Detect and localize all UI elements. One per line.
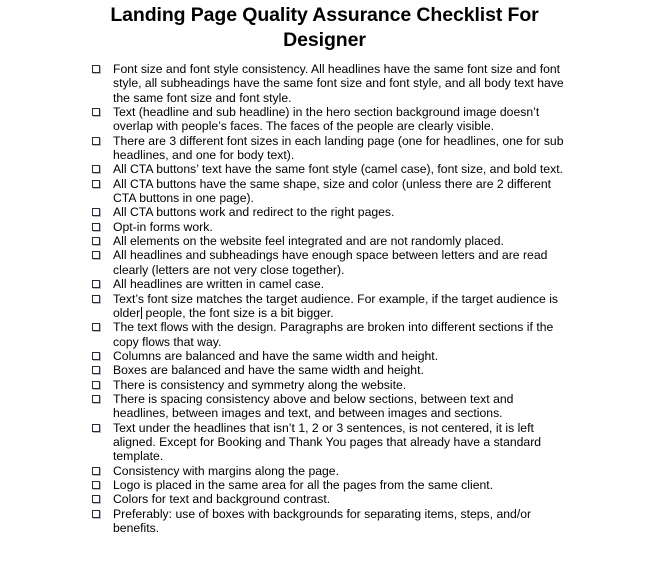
page-title-line-2: Designer bbox=[283, 29, 366, 51]
checklist-item-label: All CTA buttons have the same shape, size and color (unless there are 2 different CTA buttons in one page). bbox=[113, 176, 551, 206]
checklist-item-label: There are 3 different font sizes in each landing page (one for headlines, one for sub headlines, and one for body text). bbox=[113, 133, 564, 163]
checklist-item[interactable] bbox=[0, 464, 649, 478]
empty-checkbox-bullet-icon[interactable] bbox=[92, 467, 100, 475]
checklist-item[interactable] bbox=[0, 234, 649, 248]
checklist-item-label: All CTA buttons work and redirect to the right pages. bbox=[113, 205, 395, 220]
checklist-item[interactable] bbox=[0, 507, 649, 536]
checklist-item[interactable] bbox=[0, 363, 649, 377]
checklist-item-label: Consistency with margins along the page. bbox=[113, 463, 339, 478]
checklist-item-label: Text (headline and sub headline) in the hero section background image doesn’t overlap with people’s faces. The faces of the people are clearly visible. bbox=[113, 105, 540, 134]
empty-checkbox-bullet-icon[interactable] bbox=[92, 366, 100, 374]
empty-checkbox-bullet-icon[interactable] bbox=[92, 510, 100, 518]
checklist-item-label: Boxes are balanced and have the same width and height. bbox=[113, 363, 424, 378]
empty-checkbox-bullet-icon[interactable] bbox=[92, 208, 100, 216]
empty-checkbox-bullet-icon[interactable] bbox=[92, 165, 100, 173]
empty-checkbox-bullet-icon[interactable] bbox=[92, 424, 100, 432]
checklist-item[interactable] bbox=[0, 177, 649, 206]
page-title-line-1: Landing Page Quality Assurance Checklist For bbox=[110, 4, 539, 26]
checklist-item-label: All elements on the website feel integrated and are not randomly placed. bbox=[113, 234, 504, 249]
empty-checkbox-bullet-icon[interactable] bbox=[92, 180, 100, 188]
checklist-item-label: Opt-in forms work. bbox=[113, 219, 213, 234]
checklist-item[interactable] bbox=[0, 349, 649, 363]
checklist-item[interactable] bbox=[0, 62, 649, 105]
checklist-item[interactable] bbox=[0, 248, 649, 277]
empty-checkbox-bullet-icon[interactable] bbox=[92, 137, 100, 145]
empty-checkbox-bullet-icon[interactable] bbox=[92, 381, 100, 389]
qa-checklist bbox=[0, 62, 649, 535]
empty-checkbox-bullet-icon[interactable] bbox=[92, 237, 100, 245]
checklist-item[interactable] bbox=[0, 492, 649, 506]
page-title bbox=[0, 0, 649, 53]
empty-checkbox-bullet-icon[interactable] bbox=[92, 395, 100, 403]
checklist-item[interactable] bbox=[0, 220, 649, 234]
empty-checkbox-bullet-icon[interactable] bbox=[92, 495, 100, 503]
empty-checkbox-bullet-icon[interactable] bbox=[92, 108, 100, 116]
checklist-item-label: Text under the headlines that isn’t 1, 2 or 3 sentences, is not centered, it is left aligned. Except for Booking and Thank You pages that already have a standard template. bbox=[113, 420, 542, 464]
checklist-item[interactable] bbox=[0, 392, 649, 421]
empty-checkbox-bullet-icon[interactable] bbox=[92, 280, 100, 288]
checklist-item[interactable] bbox=[0, 134, 649, 163]
empty-checkbox-bullet-icon[interactable] bbox=[92, 65, 100, 73]
checklist-item[interactable] bbox=[0, 320, 649, 349]
empty-checkbox-bullet-icon[interactable] bbox=[92, 295, 100, 303]
checklist-item-label: There is consistency and symmetry along the website. bbox=[113, 377, 407, 392]
checklist-item-label-continued: people, the font size is a bit bigger. bbox=[142, 305, 334, 320]
empty-checkbox-bullet-icon[interactable] bbox=[92, 223, 100, 231]
empty-checkbox-bullet-icon[interactable] bbox=[92, 481, 100, 489]
checklist-item-label: All headlines are written in camel case. bbox=[113, 277, 325, 292]
checklist-item[interactable] bbox=[0, 478, 649, 492]
checklist-item-label: The text flows with the design. Paragraphs are broken into different sections if the copy flows that way. bbox=[113, 320, 554, 349]
checklist-item-label: Font size and font style consistency. All headlines have the same font size and font style, all subheadings have the same font size and font style, and all body text have the same font size and font style. bbox=[113, 62, 564, 105]
checklist-item-label: Colors for text and background contrast. bbox=[113, 492, 331, 507]
checklist-item[interactable] bbox=[0, 277, 649, 291]
checklist-item-label: Logo is placed in the same area for all the pages from the same client. bbox=[113, 477, 494, 492]
checklist-item-label: All CTA buttons’ text have the same font style (camel case), font size, and bold text. bbox=[113, 162, 563, 177]
checklist-item[interactable] bbox=[0, 378, 649, 392]
empty-checkbox-bullet-icon[interactable] bbox=[92, 352, 100, 360]
checklist-item[interactable] bbox=[0, 421, 649, 464]
empty-checkbox-bullet-icon[interactable] bbox=[92, 251, 100, 259]
checklist-item-label: Text’s font size matches the target audience. For example, if the target audience is older bbox=[113, 291, 559, 320]
checklist-item[interactable] bbox=[0, 292, 649, 321]
checklist-item-label: Preferably: use of boxes with backgrounds for separating items, steps, and/or benefits. bbox=[113, 506, 532, 535]
empty-checkbox-bullet-icon[interactable] bbox=[92, 323, 100, 331]
checklist-item-label: All headlines and subheadings have enough space between letters and are read clearly (letters are not very close together). bbox=[113, 248, 548, 277]
checklist-item[interactable] bbox=[0, 162, 649, 176]
checklist-item[interactable] bbox=[0, 205, 649, 219]
checklist-item-label: There is spacing consistency above and below sections, between text and headlines, between images and text, and between images and sections. bbox=[113, 391, 514, 421]
checklist-item[interactable] bbox=[0, 105, 649, 134]
checklist-item-label: Columns are balanced and have the same width and height. bbox=[113, 348, 439, 363]
